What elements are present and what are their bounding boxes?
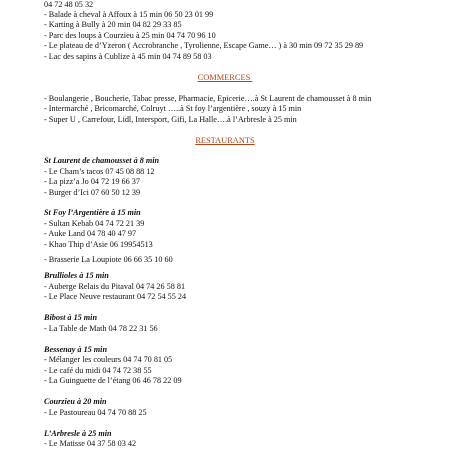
town-heading: Brullioles à 15 min <box>44 271 109 280</box>
town-heading: Courzieu à 20 min <box>44 397 107 406</box>
restaurant-line: - La Table de Math 04 78 22 31 56 <box>44 324 158 333</box>
restaurant-line: - Le Cham’s tacos 07 45 08 88 12 <box>44 167 155 176</box>
town-heading: Bessenay à 15 min <box>44 345 108 354</box>
restaurant-line: - Le Place Neuve restaurant 04 72 54 55 24 <box>44 292 187 301</box>
restaurant-line: - Sultan Kebab 04 74 72 21 39 <box>44 219 145 228</box>
town-heading: St Foy l’Argentière à 15 min <box>44 208 141 217</box>
restaurant-line: - Auke Land 04 78 40 47 97 <box>44 229 137 238</box>
activity-line: - Lac des sapins à Cublize à 45 min 04 74 89 58 03 <box>44 52 212 61</box>
restaurant-line: - Auberge Relais du Pitaval 04 74 26 58 81 <box>44 282 186 291</box>
activity-line: - Parc des loups à Courzieu à 25 min 04 74 70 96 10 <box>44 31 216 40</box>
restaurant-line: - Le Pastoureau 04 74 70 88 25 <box>44 408 147 417</box>
restaurant-line: - Le Matisse 04 37 58 03 42 <box>44 439 137 448</box>
activity-line: - Le plateau de d’Yzeron ( Accrobranche , Tyrolienne, Escape Game… ) à 30 min 09 72 35 29 89 <box>44 41 364 50</box>
commerces-heading: COMMERCES <box>197 73 253 82</box>
restaurant-line: - Brasserie La Loupiote 06 66 35 10 60 <box>44 255 173 264</box>
restaurant-line: - Khao Thip d’Asie 06 19954513 <box>44 240 153 249</box>
commerce-line: - Boulangerie , Boucherie, Tabac presse, Pharmacie, Epicerie….à St Laurent de chamousset à 8 min <box>44 94 372 103</box>
town-heading: L’Arbresle à 25 min <box>44 429 112 438</box>
restaurants-heading: RESTAURANTS <box>195 136 255 145</box>
commerce-line: - Intermarché , Bricomarché, Colruyt …..à St foy l’argentière , souzy à 15 min <box>44 104 302 113</box>
commerce-line: - Super U , Carrefour, Lidl, Intersport, Gifi, La Halle….à l’Arbresle à 25 min <box>44 115 297 124</box>
restaurant-line: - Burger d’Ici 07 60 50 12 39 <box>44 188 141 197</box>
activity-line: - Karting à Bully à 20 min 04 82 29 33 85 <box>44 20 182 29</box>
restaurant-line: - La Guinguette de l’étang 06 46 78 22 09 <box>44 376 182 385</box>
town-heading: Bibost à 15 min <box>44 313 98 322</box>
restaurant-line: - Mélanger les couleurs 04 74 70 81 05 <box>44 355 173 364</box>
activity-line: - Balade à cheval à Affoux à 15 min 06 50 23 01 99 <box>44 10 214 19</box>
restaurant-line: - Le café du midi 04 74 72 38 55 <box>44 366 152 375</box>
activity-line: 04 72 48 05 32 <box>44 0 94 9</box>
restaurant-line: - La pizz’a Jo 04 72 19 66 37 <box>44 177 140 186</box>
town-heading: St Laurent de chamousset à 8 min <box>44 156 160 165</box>
